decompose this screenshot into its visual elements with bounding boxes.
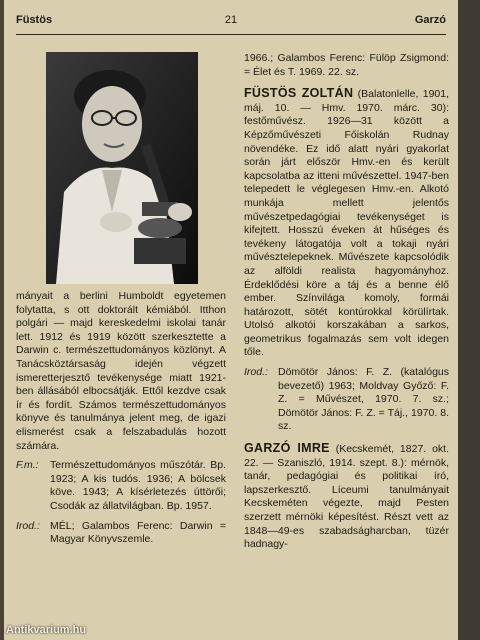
running-header — [16, 14, 446, 30]
header-rule — [16, 34, 446, 35]
entry-fustos — [244, 87, 449, 360]
literature-block — [16, 520, 226, 547]
entry-fustos-body: (Balatonlelle, 1901, máj. 10. — Hmv. 1970. márc. 30): festőművész. 1926—31 között a Képzőművészeti Főiskolán Rudnay növendéke. Ez idő alatt nyári gyakorlat során járt először Hmv.-en és került kapcsolatba az itteni művészettel. 1947-ben telepedett le véglegesen Hmv.-en. Alkotó munkája mellett jelentős művészetpedagógiai tevékenységet is kifejtett. Hosszú éveken át hűséges és tevékeny látogatója volt a tokaji nyári művésztelepeknek. Művészete kapcsolódik az alföldi realista hagyományhoz. Érdeklődési köre a táj és a benne élő ember. Színvilága komoly, formái határozott, sötét kontúrokkal körülírtak. Utolsó alkotói korszakában a sarkos, geometrikus fogalmazás sem volt idegen tőle. — [244, 88, 450, 359]
book-spine — [458, 0, 480, 640]
page-number: 21 — [224, 14, 238, 26]
entry-garzo-body: (Kecskemét, 1827. okt. 22. — Szaniszló, 1914. szept. 8.): mérnök, tanár, pedagógiai és politikai író, lapszerkesztő. Líceumi tanulmányait Kecskeméten végezte, majd Pesten szerzett mérnöki képesítést. Részt vett az 1848—49-es szabadságharcban, tüzér hadnagy- — [244, 443, 450, 551]
entry-fustos-literature — [244, 366, 449, 434]
book-page — [4, 0, 458, 640]
entry-fustos-name: FÜSTÖS ZOLTÁN — [244, 86, 354, 101]
header-left: Füstös — [16, 14, 53, 26]
watermark: Antikvarium.hu — [6, 624, 87, 636]
works-text: Természettudományos műszótár. Bp. 1923; A kis tudós. 1936; A bölcsek köve. 1943; A kísérletezés úttörői; Csodák az állatvilágban. Bp. 1957. — [50, 459, 226, 512]
left-body: mányait a berlini Humboldt egyetemen folytatta, s ott doktorált kémiából. Itthon polgári — majd kereskedelmi iskolai tanár lett. 1912 és 1919 között szerkesztette a Darwin c. természettudományos közlönyt. A Tanácsköztársaság idején végzett ismeretterjesztő tevékenysége miatt 1921-ben állásából elbocsátják. Ettől kezdve csak ír és fordít. Számos természettudományos könyve és tanulmánya jelent meg, de igazi elismerést csak a felszabadulás hozott számára. — [16, 290, 226, 452]
continuation-text: 1966.; Galambos Ferenc: Fülöp Zsigmond: = Élet és T. 1969. 22. sz. — [244, 52, 449, 78]
literature-label: Irod.: — [16, 519, 40, 532]
works-block — [16, 459, 226, 513]
left-column — [16, 290, 226, 547]
portrait-photo — [46, 52, 198, 284]
entry-fustos-lit-label: Irod.: — [244, 366, 268, 379]
literature-text: MÉL; Galambos Ferenc: Darwin = Magyar Könyvszemle. — [50, 519, 226, 546]
works-label: F.m.: — [16, 459, 39, 472]
entry-fustos-lit-text: Dömötör János: F. Z. (katalógus bevezető) 1963; Moldvay Győző: F. Z. = Művészet, 1970. 7. sz.; Dömötör János: F. Z. = Táj., 1970. 8. sz. — [278, 366, 449, 433]
entry-garzo-name: GARZÓ IMRE — [244, 441, 330, 456]
right-column — [244, 52, 449, 552]
entry-garzo — [244, 442, 449, 552]
header-right: Garzó — [414, 14, 446, 26]
